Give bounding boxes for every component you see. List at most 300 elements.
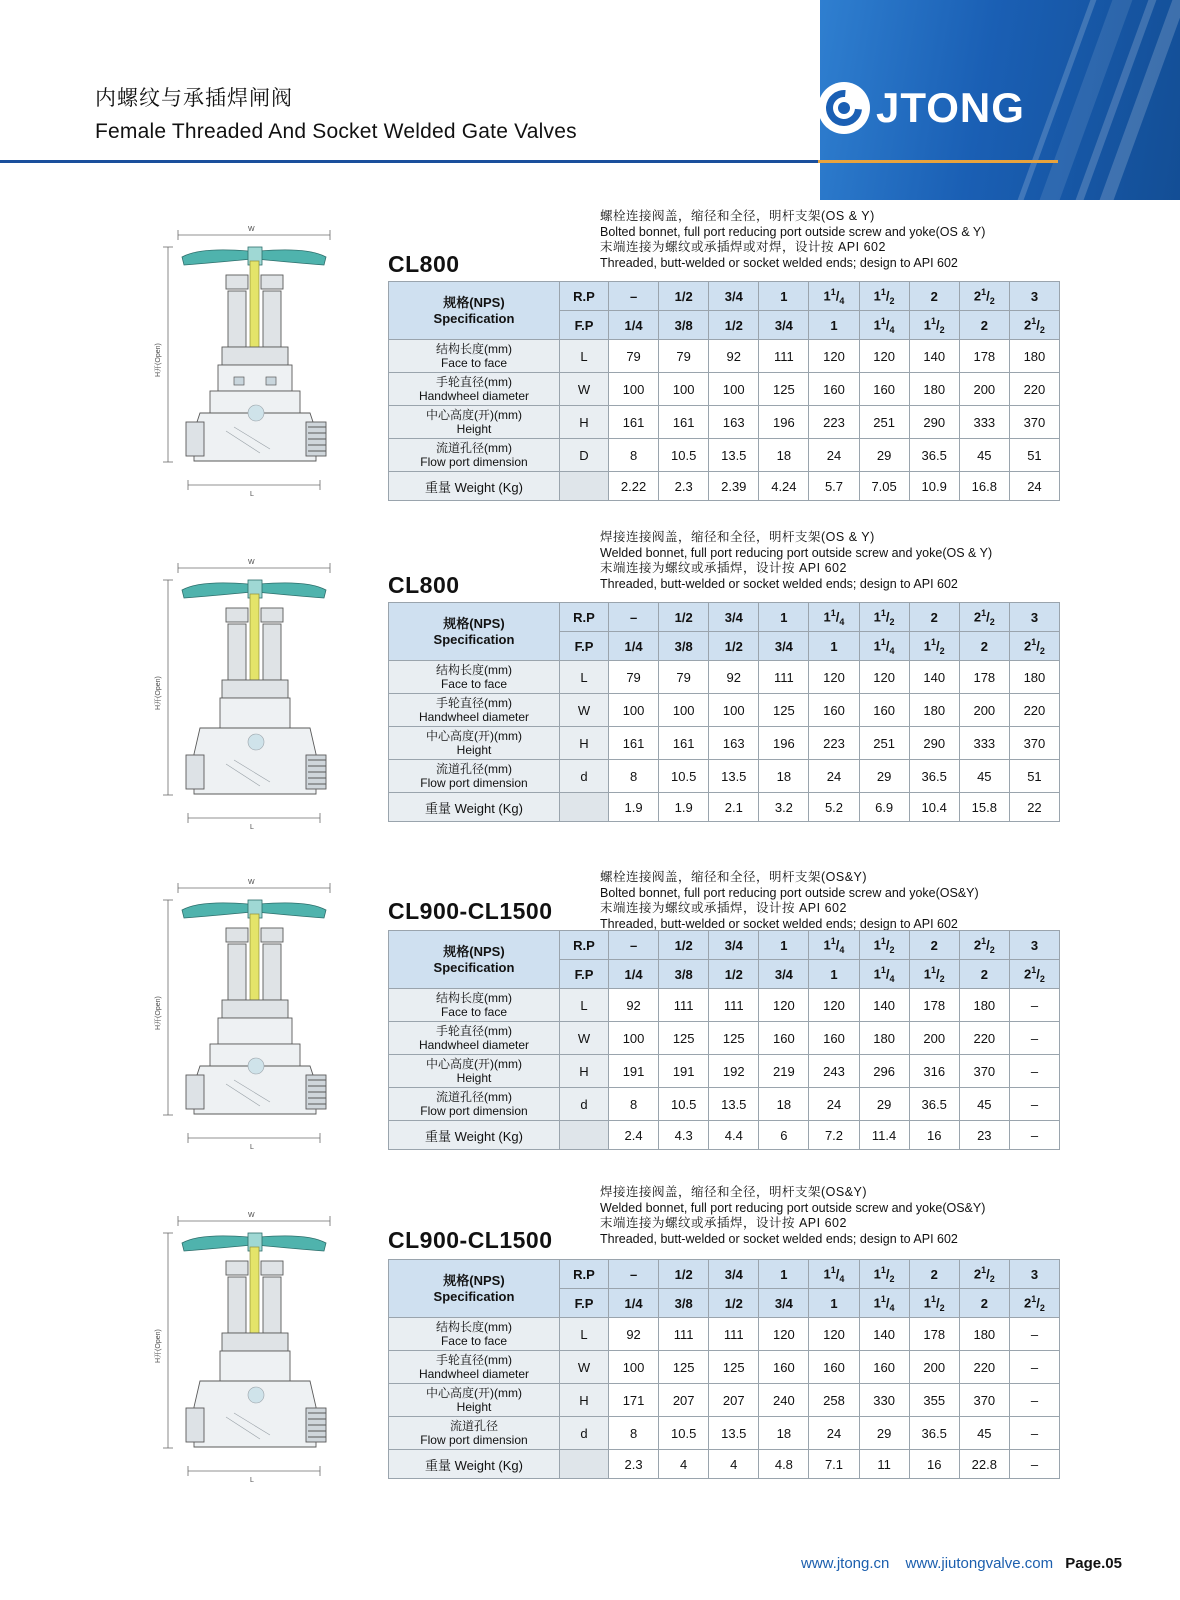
spec-table-1 xyxy=(388,281,1060,501)
cell: 10.5 xyxy=(659,760,709,793)
page-title-zh: 内螺纹与承插焊闸阀 xyxy=(95,87,293,110)
fp-value: 1/4 xyxy=(609,960,659,989)
cell: 220 xyxy=(959,1022,1009,1055)
cell: 163 xyxy=(709,727,759,760)
weight-cell: 15.8 xyxy=(959,793,1009,822)
spec-table-1-wrap xyxy=(388,281,1060,501)
fp-value: 1 xyxy=(809,960,859,989)
row-label: 结构长度(mm) Face to face xyxy=(389,1318,560,1351)
cell: 355 xyxy=(909,1384,959,1417)
fp-value: 1/2 xyxy=(709,632,759,661)
row-label: 中心高度(开)(mm) Height xyxy=(389,1384,560,1417)
rp-value: $2^1/_2$ xyxy=(959,1260,1009,1289)
cell: 330 xyxy=(859,1384,909,1417)
fp-value: 1 xyxy=(809,311,859,340)
row-label: 手轮直径(mm) Handwheel diameter xyxy=(389,694,560,727)
fp-value: 3/4 xyxy=(759,960,809,989)
website-link-1[interactable]: www.jtong.cn xyxy=(801,1555,890,1572)
cell: 45 xyxy=(959,1088,1009,1121)
cell: 161 xyxy=(609,406,659,439)
fp-value: 1 xyxy=(809,1289,859,1318)
cell: 8 xyxy=(609,439,659,472)
cell: 290 xyxy=(909,727,959,760)
table-row xyxy=(389,603,1060,632)
weight-cell: 10.9 xyxy=(909,472,959,501)
table-row xyxy=(389,661,1060,694)
spec-table-3-wrap xyxy=(388,930,1060,1150)
row-label: 中心高度(开)(mm) Height xyxy=(389,727,560,760)
svg-text:H开(Open): H开(Open) xyxy=(155,676,162,710)
cell: 92 xyxy=(609,989,659,1022)
weight-cell: 3.2 xyxy=(759,793,809,822)
fp-value: 3/8 xyxy=(659,960,709,989)
cell: 140 xyxy=(859,989,909,1022)
weight-cell: 16 xyxy=(909,1121,959,1150)
row-label: 手轮直径(mm) Handwheel diameter xyxy=(389,1022,560,1055)
rp-value: $1^1/_2$ xyxy=(859,603,909,632)
cell: 219 xyxy=(759,1055,809,1088)
svg-text:W: W xyxy=(248,879,255,886)
cell: 13.5 xyxy=(709,439,759,472)
cell: – xyxy=(1009,1318,1059,1351)
weight-cell: 5.2 xyxy=(809,793,859,822)
cell: 18 xyxy=(759,1088,809,1121)
valve-drawing-1 xyxy=(130,217,370,507)
fp-value: $1^1/_4$ xyxy=(859,1289,909,1318)
fp-value: 3/4 xyxy=(759,1289,809,1318)
cell: 24 xyxy=(809,1417,859,1450)
rp-value: 1/2 xyxy=(659,282,709,311)
cell: 92 xyxy=(709,340,759,373)
section-description-2: 焊接连接阀盖，缩径和全径，明杆支架(OS & Y) Welded bonnet, full port reducing port outside screw and yoke(OS & Y) 末端连接为螺纹或承插焊，设计按 API 602 Threaded, butt-welded or socket welded ends; design to API 602 xyxy=(600,530,993,591)
fp-value: $1^1/_2$ xyxy=(909,960,959,989)
svg-text:W: W xyxy=(248,559,255,566)
cell: 370 xyxy=(959,1384,1009,1417)
table-row xyxy=(389,439,1060,472)
cell: 178 xyxy=(959,661,1009,694)
cell: 296 xyxy=(859,1055,909,1088)
cell: 13.5 xyxy=(709,1417,759,1450)
cell: – xyxy=(1009,989,1059,1022)
cell: 10.5 xyxy=(659,1088,709,1121)
rp-label: R.P xyxy=(560,931,609,960)
rp-value: $1^1/_4$ xyxy=(809,282,859,311)
cell: 178 xyxy=(909,1318,959,1351)
row-label: 流道孔径 Flow port dimension xyxy=(389,1417,560,1450)
section-title-2: CL800 xyxy=(388,572,460,598)
cell: 100 xyxy=(609,373,659,406)
cell: 240 xyxy=(759,1384,809,1417)
row-symbol: W xyxy=(560,1351,609,1384)
rp-value: $1^1/_2$ xyxy=(859,931,909,960)
cell: 180 xyxy=(1009,340,1059,373)
section-title-1: CL800 xyxy=(388,251,460,277)
weight-cell: 4 xyxy=(709,1450,759,1479)
cell: 120 xyxy=(759,1318,809,1351)
cell: 223 xyxy=(809,406,859,439)
spec-table-4 xyxy=(388,1259,1060,1479)
cell: 100 xyxy=(609,1022,659,1055)
page-number: Page.05 xyxy=(1065,1555,1122,1572)
weight-cell: 2.3 xyxy=(609,1450,659,1479)
cell: 180 xyxy=(909,373,959,406)
cell: 45 xyxy=(959,439,1009,472)
svg-text:L: L xyxy=(250,1477,254,1484)
rp-value: 1/2 xyxy=(659,1260,709,1289)
cell: 79 xyxy=(659,661,709,694)
cell: 120 xyxy=(809,340,859,373)
cell: 125 xyxy=(709,1351,759,1384)
cell: 18 xyxy=(759,439,809,472)
cell: 29 xyxy=(859,439,909,472)
cell: 140 xyxy=(859,1318,909,1351)
weight-cell: – xyxy=(1009,1450,1059,1479)
row-symbol: W xyxy=(560,373,609,406)
weight-label: 重量 Weight (Kg) xyxy=(389,1121,560,1150)
cell: 140 xyxy=(909,340,959,373)
cell: 178 xyxy=(959,340,1009,373)
rp-value: 3 xyxy=(1009,282,1059,311)
cell: 200 xyxy=(909,1022,959,1055)
spec-header-cell: 规格(NPS) Specification xyxy=(389,603,560,661)
cell: 36.5 xyxy=(909,439,959,472)
fp-value: $2^1/_2$ xyxy=(1009,1289,1059,1318)
cell: 333 xyxy=(959,727,1009,760)
fp-value: 2 xyxy=(959,1289,1009,1318)
rp-value: – xyxy=(609,282,659,311)
cell: 171 xyxy=(609,1384,659,1417)
fp-value: 1/2 xyxy=(709,960,759,989)
row-symbol: W xyxy=(560,1022,609,1055)
cell: 51 xyxy=(1009,439,1059,472)
cell: 79 xyxy=(659,340,709,373)
row-label: 流道孔径(mm) Flow port dimension xyxy=(389,760,560,793)
rp-label: R.P xyxy=(560,603,609,632)
rp-value: $1^1/_4$ xyxy=(809,603,859,632)
spec-table-3 xyxy=(388,930,1060,1150)
section-description-4: 焊接连接阀盖，缩径和全径，明杆支架(OS&Y) Welded bonnet, full port reducing port outside screw and yoke(OS&Y) 末端连接为螺纹或承插焊，设计按 API 602 Threaded, butt-welded or socket welded ends; design to API 602 xyxy=(600,1185,986,1246)
cell: 125 xyxy=(759,373,809,406)
table-row xyxy=(389,989,1060,1022)
rp-value: 1 xyxy=(759,1260,809,1289)
fp-value: $2^1/_2$ xyxy=(1009,960,1059,989)
cell: 140 xyxy=(909,661,959,694)
rp-value: $1^1/_4$ xyxy=(809,931,859,960)
fp-value: $1^1/_4$ xyxy=(859,632,909,661)
cell: 125 xyxy=(659,1351,709,1384)
cell: 29 xyxy=(859,1417,909,1450)
cell: 370 xyxy=(1009,727,1059,760)
cell: 120 xyxy=(809,661,859,694)
cell: 200 xyxy=(909,1351,959,1384)
row-symbol: H xyxy=(560,1055,609,1088)
fp-value: 1/4 xyxy=(609,1289,659,1318)
row-label: 手轮直径(mm) Handwheel diameter xyxy=(389,1351,560,1384)
cell: 220 xyxy=(1009,694,1059,727)
fp-value: 3/4 xyxy=(759,311,809,340)
spec-table-2 xyxy=(388,602,1060,822)
cell: 160 xyxy=(759,1351,809,1384)
cell: 100 xyxy=(609,694,659,727)
cell: 125 xyxy=(709,1022,759,1055)
rp-value: 2 xyxy=(909,282,959,311)
valve-drawing-3 xyxy=(130,870,370,1160)
cell: 207 xyxy=(659,1384,709,1417)
fp-label: F.P xyxy=(560,960,609,989)
jtong-logo-icon xyxy=(818,82,870,134)
weight-cell: 7.2 xyxy=(809,1121,859,1150)
svg-text:W: W xyxy=(248,226,255,233)
cell: 100 xyxy=(609,1351,659,1384)
rp-value: 3/4 xyxy=(709,1260,759,1289)
fp-value: 2 xyxy=(959,311,1009,340)
rp-value: 3/4 xyxy=(709,931,759,960)
fp-value: $1^1/_2$ xyxy=(909,632,959,661)
page-header xyxy=(0,0,1180,160)
cell: 120 xyxy=(809,1318,859,1351)
table-row xyxy=(389,406,1060,439)
page-title-en: Female Threaded And Socket Welded Gate Valves xyxy=(95,120,577,143)
cell: 36.5 xyxy=(909,1417,959,1450)
svg-text:W: W xyxy=(248,1212,255,1219)
cell: 290 xyxy=(909,406,959,439)
row-symbol: H xyxy=(560,727,609,760)
cell: 251 xyxy=(859,727,909,760)
weight-cell: 2.39 xyxy=(709,472,759,501)
weight-cell: 1.9 xyxy=(609,793,659,822)
fp-value: $1^1/_4$ xyxy=(859,960,909,989)
weight-cell: 22 xyxy=(1009,793,1059,822)
cell: 120 xyxy=(759,989,809,1022)
rp-value: 3 xyxy=(1009,603,1059,632)
cell: 160 xyxy=(809,694,859,727)
row-symbol: H xyxy=(560,406,609,439)
table-row xyxy=(389,1351,1060,1384)
spec-table-2-wrap xyxy=(388,602,1060,822)
cell: 160 xyxy=(859,1351,909,1384)
table-row xyxy=(389,727,1060,760)
section-title-3: CL900-CL1500 xyxy=(388,898,553,924)
cell: 196 xyxy=(759,406,809,439)
company-logo xyxy=(818,78,1068,138)
row-label: 结构长度(mm) Face to face xyxy=(389,661,560,694)
row-label: 结构长度(mm) Face to face xyxy=(389,340,560,373)
cell: 111 xyxy=(709,989,759,1022)
cell: – xyxy=(1009,1055,1059,1088)
cell: 92 xyxy=(709,661,759,694)
cell: 29 xyxy=(859,760,909,793)
weight-cell: 2.22 xyxy=(609,472,659,501)
rp-value: 3 xyxy=(1009,1260,1059,1289)
section-description-3: 螺栓连接阀盖，缩径和全径，明杆支架(OS&Y) Bolted bonnet, full port reducing port outside screw and yoke(OS&Y) 末端连接为螺纹或承插焊，设计按 API 602 Threaded, butt-welded or socket welded ends; design to API 602 xyxy=(600,870,979,931)
table-row xyxy=(389,1318,1060,1351)
cell: 161 xyxy=(659,727,709,760)
row-label: 流道孔径(mm) Flow port dimension xyxy=(389,1088,560,1121)
cell: 51 xyxy=(1009,760,1059,793)
rp-value: $1^1/_4$ xyxy=(809,1260,859,1289)
spec-table-4-wrap xyxy=(388,1259,1060,1479)
weight-label: 重量 Weight (Kg) xyxy=(389,472,560,501)
table-row xyxy=(389,1121,1060,1150)
weight-cell: 2.4 xyxy=(609,1121,659,1150)
cell: 196 xyxy=(759,727,809,760)
weight-cell: 4 xyxy=(659,1450,709,1479)
cell: 79 xyxy=(609,340,659,373)
row-symbol: L xyxy=(560,340,609,373)
rp-value: $1^1/_2$ xyxy=(859,282,909,311)
cell: 100 xyxy=(709,694,759,727)
cell: 161 xyxy=(609,727,659,760)
cell: 316 xyxy=(909,1055,959,1088)
fp-value: $2^1/_2$ xyxy=(1009,311,1059,340)
weight-cell: 24 xyxy=(1009,472,1059,501)
cell: 191 xyxy=(609,1055,659,1088)
row-symbol: d xyxy=(560,1088,609,1121)
weight-blank xyxy=(560,1450,609,1479)
cell: 36.5 xyxy=(909,760,959,793)
weight-cell: 2.1 xyxy=(709,793,759,822)
weight-cell: 4.24 xyxy=(759,472,809,501)
weight-cell: 4.8 xyxy=(759,1450,809,1479)
rp-value: 1 xyxy=(759,603,809,632)
weight-cell: 4.4 xyxy=(709,1121,759,1150)
cell: 192 xyxy=(709,1055,759,1088)
section-title-4: CL900-CL1500 xyxy=(388,1227,553,1253)
table-row xyxy=(389,793,1060,822)
row-symbol: L xyxy=(560,661,609,694)
row-symbol: d xyxy=(560,760,609,793)
cell: 8 xyxy=(609,1417,659,1450)
row-label: 中心高度(开)(mm) Height xyxy=(389,1055,560,1088)
spec-header-cell: 规格(NPS) Specification xyxy=(389,931,560,989)
cell: 163 xyxy=(709,406,759,439)
fp-value: 1/4 xyxy=(609,311,659,340)
weight-cell: 16.8 xyxy=(959,472,1009,501)
table-row xyxy=(389,694,1060,727)
weight-cell: 6.9 xyxy=(859,793,909,822)
table-row xyxy=(389,1088,1060,1121)
cell: 180 xyxy=(959,989,1009,1022)
svg-text:L: L xyxy=(250,1144,254,1151)
cell: 111 xyxy=(759,661,809,694)
row-symbol: L xyxy=(560,1318,609,1351)
row-label: 手轮直径(mm) Handwheel diameter xyxy=(389,373,560,406)
cell: 111 xyxy=(659,1318,709,1351)
cell: 10.5 xyxy=(659,1417,709,1450)
cell: 8 xyxy=(609,1088,659,1121)
weight-cell: 22.8 xyxy=(959,1450,1009,1479)
spec-header-cell: 规格(NPS) Specification xyxy=(389,282,560,340)
fp-value: 1 xyxy=(809,632,859,661)
cell: 100 xyxy=(709,373,759,406)
table-row xyxy=(389,282,1060,311)
rp-value: 2 xyxy=(909,1260,959,1289)
cell: 111 xyxy=(659,989,709,1022)
weight-cell: 4.3 xyxy=(659,1121,709,1150)
page-footer xyxy=(0,1555,1180,1572)
table-row xyxy=(389,1022,1060,1055)
rp-value: – xyxy=(609,1260,659,1289)
table-row xyxy=(389,1450,1060,1479)
fp-value: 1/2 xyxy=(709,311,759,340)
cell: 8 xyxy=(609,760,659,793)
rp-value: 2 xyxy=(909,931,959,960)
cell: 160 xyxy=(809,373,859,406)
spec-header-cell: 规格(NPS) Specification xyxy=(389,1260,560,1318)
weight-cell: 2.3 xyxy=(659,472,709,501)
table-row xyxy=(389,760,1060,793)
rp-value: $2^1/_2$ xyxy=(959,931,1009,960)
cell: 45 xyxy=(959,760,1009,793)
fp-value: 3/4 xyxy=(759,632,809,661)
cell: 45 xyxy=(959,1417,1009,1450)
cell: 178 xyxy=(909,989,959,1022)
weight-cell: 10.4 xyxy=(909,793,959,822)
cell: 207 xyxy=(709,1384,759,1417)
cell: 258 xyxy=(809,1384,859,1417)
fp-value: $1^1/_4$ xyxy=(859,311,909,340)
table-row xyxy=(389,1260,1060,1289)
weight-label: 重量 Weight (Kg) xyxy=(389,1450,560,1479)
weight-blank xyxy=(560,793,609,822)
cell: 24 xyxy=(809,1088,859,1121)
cell: 29 xyxy=(859,1088,909,1121)
rp-label: R.P xyxy=(560,1260,609,1289)
cell: 10.5 xyxy=(659,439,709,472)
cell: – xyxy=(1009,1384,1059,1417)
fp-value: 1/2 xyxy=(709,1289,759,1318)
table-row xyxy=(389,931,1060,960)
cell: 160 xyxy=(809,1351,859,1384)
rp-value: – xyxy=(609,931,659,960)
cell: 125 xyxy=(759,694,809,727)
table-row xyxy=(389,1384,1060,1417)
svg-text:L: L xyxy=(250,491,254,498)
cell: – xyxy=(1009,1417,1059,1450)
rp-value: $2^1/_2$ xyxy=(959,603,1009,632)
rp-value: 1/2 xyxy=(659,603,709,632)
cell: 120 xyxy=(859,340,909,373)
svg-text:L: L xyxy=(250,824,254,831)
website-link-2[interactable]: www.jiutongvalve.com xyxy=(905,1555,1054,1572)
header-divider-orange xyxy=(818,160,1058,163)
svg-text:H开(Open): H开(Open) xyxy=(155,996,162,1030)
table-row xyxy=(389,472,1060,501)
fp-value: 1/4 xyxy=(609,632,659,661)
row-symbol: d xyxy=(560,1417,609,1450)
weight-cell: 6 xyxy=(759,1121,809,1150)
cell: 243 xyxy=(809,1055,859,1088)
rp-value: 1/2 xyxy=(659,931,709,960)
cell: 79 xyxy=(609,661,659,694)
weight-cell: 23 xyxy=(959,1121,1009,1150)
cell: 92 xyxy=(609,1318,659,1351)
cell: 370 xyxy=(1009,406,1059,439)
cell: – xyxy=(1009,1088,1059,1121)
weight-cell: – xyxy=(1009,1121,1059,1150)
cell: 111 xyxy=(759,340,809,373)
row-label: 中心高度(开)(mm) Height xyxy=(389,406,560,439)
row-label: 结构长度(mm) Face to face xyxy=(389,989,560,1022)
cell: – xyxy=(1009,1351,1059,1384)
cell: 120 xyxy=(809,989,859,1022)
table-row xyxy=(389,1055,1060,1088)
cell: 125 xyxy=(659,1022,709,1055)
fp-value: $1^1/_2$ xyxy=(909,311,959,340)
svg-text:H开(Open): H开(Open) xyxy=(155,1329,162,1363)
rp-value: 3 xyxy=(1009,931,1059,960)
cell: 251 xyxy=(859,406,909,439)
